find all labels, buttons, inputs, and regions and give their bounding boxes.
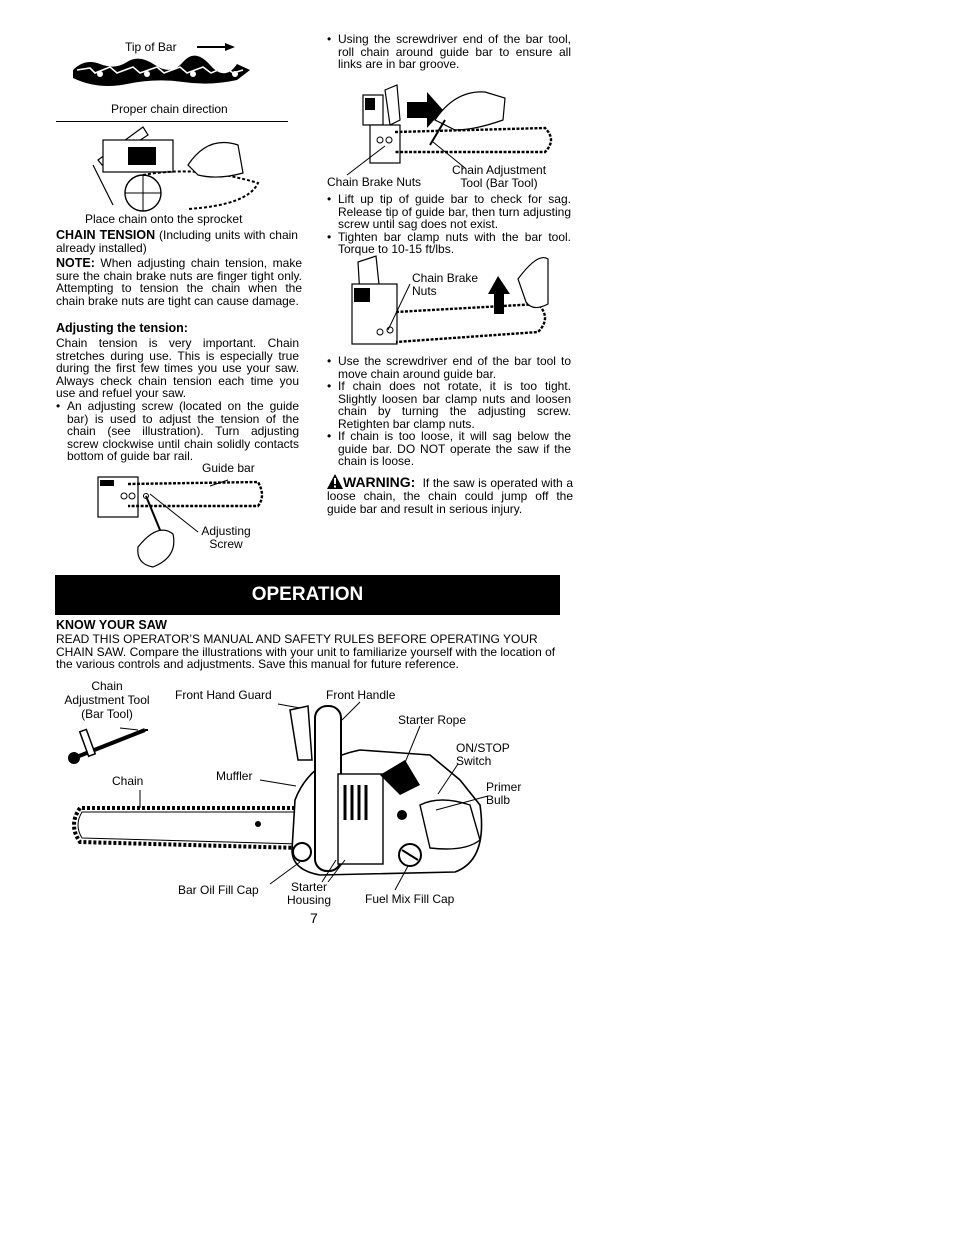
- sprocket-caption: Place chain onto the sprocket: [85, 212, 243, 226]
- right-bullets-bottom: [327, 355, 571, 468]
- sprocket-illustration: [88, 125, 268, 215]
- chain-saw-illustration: [60, 700, 500, 890]
- adjusting-screw-bullet: • An adjusting screw (located on the guide bar) is used to adjust the tension of the chain (see illustration). Turn adjusting screw clockwise until chain solidly contacts bottom of guide bar rail.: [56, 400, 299, 463]
- right-bullets-mid: [327, 193, 571, 256]
- lift-tip-bullet: • Lift up tip of guide bar to check for sag. Release tip of guide bar, then turn adjusting screw until sag does not exist.: [327, 193, 571, 231]
- tip-of-bar-label: Tip of Bar: [125, 40, 177, 54]
- chain-brake-nuts-label-2: [412, 272, 478, 298]
- chain-adjustment-tool-label: [444, 164, 554, 190]
- know-line-1: READ THIS OPERATOR’S MANUAL AND SAFETY RULES BEFORE OPERATING YOUR: [56, 632, 538, 646]
- starter-line2: Housing: [286, 893, 332, 907]
- tension-bullets: [56, 400, 299, 463]
- move-chain-bullet: • Use the screwdriver end of the bar tool to move chain around guide bar.: [327, 355, 571, 380]
- know-your-saw-heading: KNOW YOUR SAW: [56, 618, 167, 632]
- tool-line3: (Bar Tool): [81, 707, 133, 721]
- adjusting-screw-label: [196, 525, 256, 551]
- warning-paragraph: [327, 474, 573, 515]
- onstop-line1: ON/STOP: [456, 741, 510, 755]
- bar-oil-fill-cap-label: Bar Oil Fill Cap: [178, 883, 259, 897]
- operation-banner: [55, 575, 560, 615]
- chain-tension-heading-note: (Including units with chain already installed): [56, 228, 298, 255]
- note-paragraph: [56, 257, 302, 307]
- starter-line1: Starter: [290, 880, 327, 894]
- adj-tool-line2: Tool (Bar Tool): [460, 176, 538, 190]
- starter-rope-label: Starter Rope: [398, 713, 467, 727]
- chain-direction-illustration: [65, 40, 265, 100]
- bar-tool-icon: [68, 729, 148, 764]
- adj-tool-line1: Chain Adjustment: [451, 163, 547, 177]
- chain-tension-heading: CHAIN TENSION: [56, 228, 156, 242]
- guide-bar-label: Guide bar: [202, 461, 255, 475]
- know-line-2: CHAIN SAW. Compare the illustrations with your unit to familiarize yourself with the location of: [56, 645, 556, 659]
- screw-label: Screw: [209, 537, 243, 551]
- page-number: 7: [310, 910, 318, 926]
- figure-divider: [56, 121, 288, 122]
- adjusting-label: Adjusting: [201, 524, 251, 538]
- chain-brake-nuts-label: Chain Brake Nuts: [327, 175, 422, 189]
- tool-line2: Adjustment Tool: [64, 693, 150, 707]
- tension-body: Chain tension is very important. Chain stretches during use. This is especially true during the first few times you use your saw. Always check chain tension each time you use and refuel your saw.: [56, 336, 299, 401]
- front-hand-guard-label: Front Hand Guard: [175, 688, 272, 702]
- tool-line1: Chain: [91, 679, 123, 693]
- muffler-label: Muffler: [216, 769, 253, 783]
- right-bullets-top: [327, 33, 571, 71]
- too-tight-bullet: • If chain does not rotate, it is too tight. Slightly loosen bar clamp nuts and loosen chain by turning the adjusting screw. Retighten bar clamp nuts.: [327, 380, 571, 430]
- primer-line1: Primer: [486, 780, 522, 794]
- warning-text: If the saw is operated with a loose chain, the chain could jump off the guide bar and result in serious injury.: [327, 476, 573, 516]
- note-label: NOTE:: [56, 256, 95, 270]
- chain-brake-illustration: [348, 254, 553, 354]
- too-loose-bullet: • If chain is too loose, it will sag below the guide bar. DO NOT operate the saw if the chain is loose.: [327, 430, 571, 468]
- warning-icon: [327, 474, 343, 489]
- adjusting-tension-heading: Adjusting the tension:: [56, 321, 188, 335]
- adjusting-screw-illustration: [98, 472, 268, 572]
- warning-label: WARNING:: [343, 474, 416, 490]
- note-text: When adjusting chain tension, make sure the chain brake nuts are finger tight only. Attempting to tension the chain when the chain brake nuts are tight can cause damage.: [56, 256, 302, 308]
- fuel-mix-fill-cap-label: Fuel Mix Fill Cap: [365, 892, 455, 906]
- onstop-line2: Switch: [456, 754, 492, 768]
- operation-title: OPERATION: [251, 584, 364, 605]
- brake-line1: Chain Brake: [412, 271, 479, 285]
- chain-direction-caption: Proper chain direction: [111, 102, 228, 116]
- primer-line2: Bulb: [486, 793, 511, 807]
- chain-tension-section: [56, 229, 298, 254]
- tighten-nuts-bullet: • Tighten bar clamp nuts with the bar tool. Torque to 10-15 ft/lbs.: [327, 231, 571, 256]
- guide-bar-chain-icon: [74, 808, 300, 848]
- brake-line2: Nuts: [412, 284, 437, 298]
- front-handle-label: Front Handle: [326, 688, 396, 702]
- know-line-3: the various controls and adjustments. Save this manual for future reference.: [56, 657, 459, 671]
- engine-body-icon: [290, 706, 482, 875]
- chain-label: Chain: [112, 774, 144, 788]
- screwdriver-roll-bullet: • Using the screwdriver end of the bar tool, roll chain around guide bar to ensure all links are in bar groove.: [327, 33, 571, 71]
